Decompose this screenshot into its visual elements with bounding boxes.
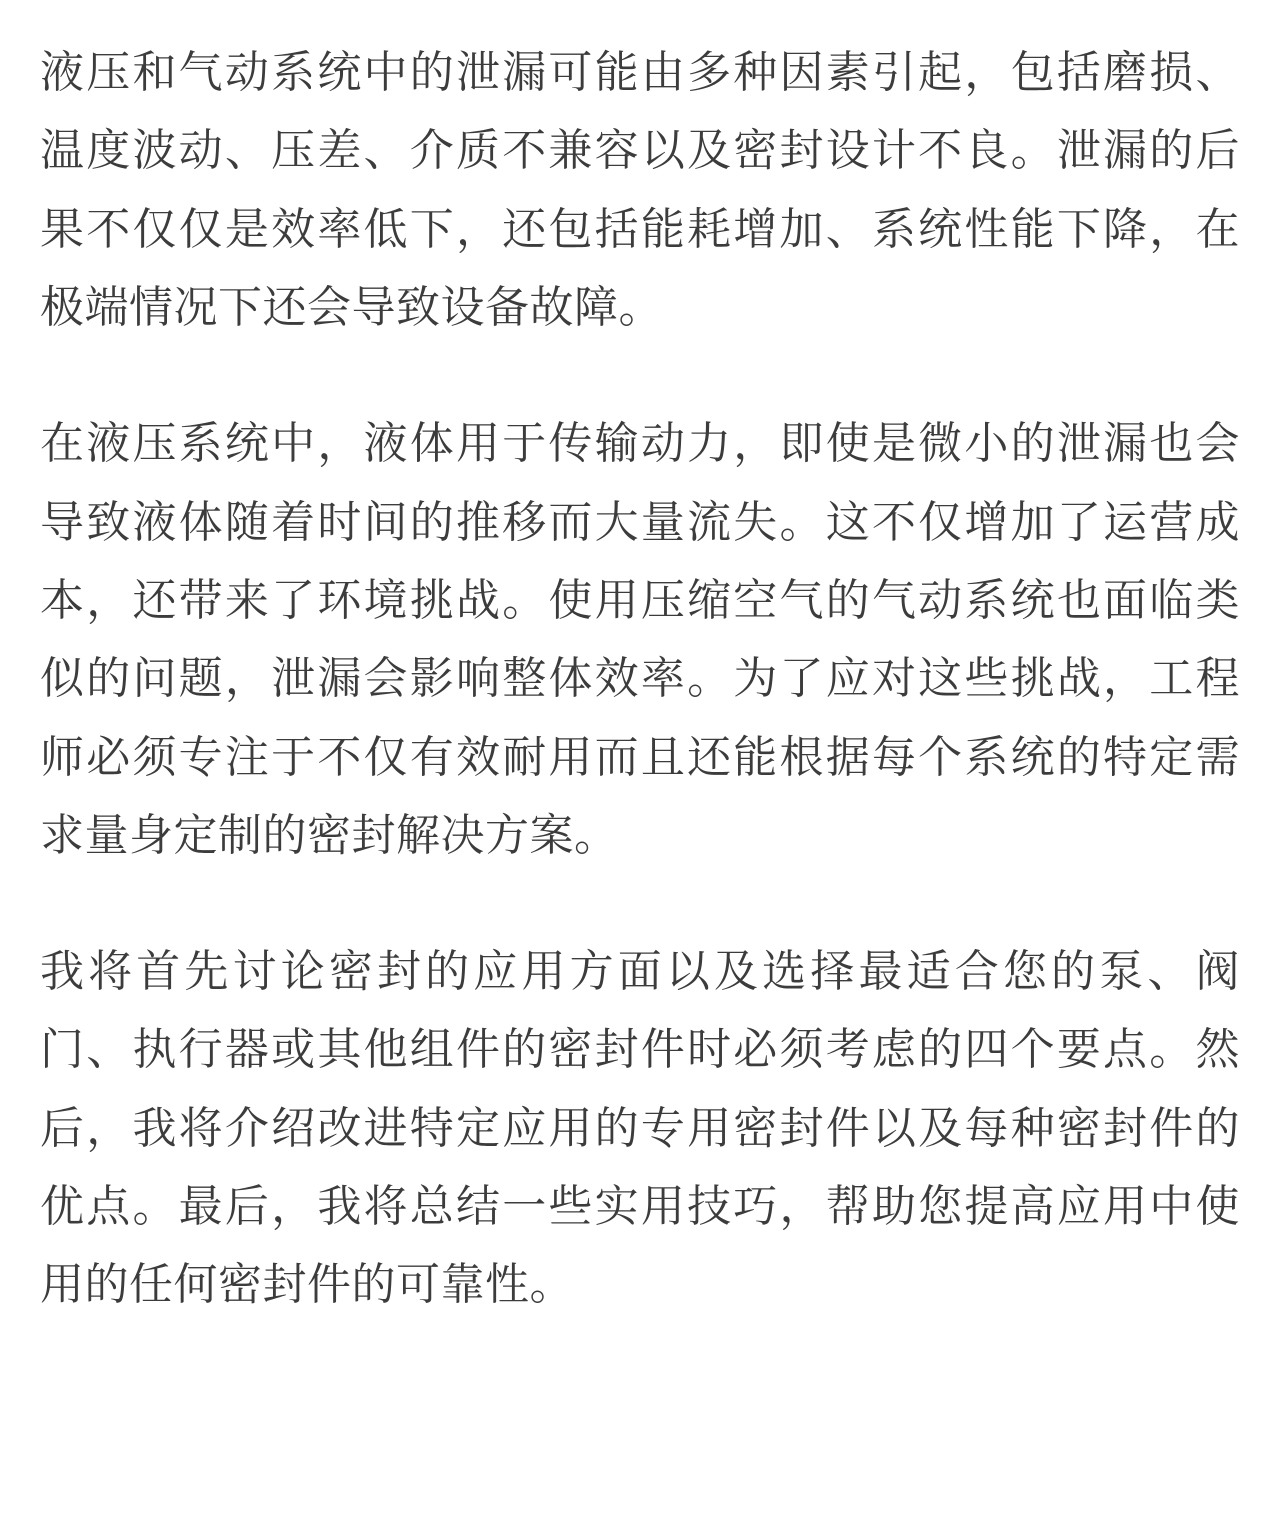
article-body: [40, 34, 1240, 1325]
paragraph-outline: 我将首先讨论密封的应用方面以及选择最适合您的泵、阀门、执行器或其他组件的密封件时必须考虑的四个要点。然后，我将介绍改进特定应用的专用密封件以及每种密封件的优点。最后，我将总结一些实用技巧，帮助您提高应用中使用的任何密封件的可靠性。: [40, 947, 1240, 1310]
paragraph-hydraulic-systems: 在液压系统中，液体用于传输动力，即使是微小的泄漏也会导致液体随着时间的推移而大量流失。这不仅增加了运营成本，还带来了环境挑战。使用压缩空气的气动系统也面临类似的问题，泄漏会影响整体效率。为了应对这些挑战，工程师必须专注于不仅有效耐用而且还能根据每个系统的特定需求量身定制的密封解决方案。: [40, 419, 1240, 860]
paragraph-leak-causes: 液压和气动系统中的泄漏可能由多种因素引起，包括磨损、温度波动、压差、介质不兼容以及密封设计不良。泄漏的后果不仅仅是效率低下，还包括能耗增加、系统性能下降，在极端情况下还会导致设备故障。: [40, 48, 1240, 332]
